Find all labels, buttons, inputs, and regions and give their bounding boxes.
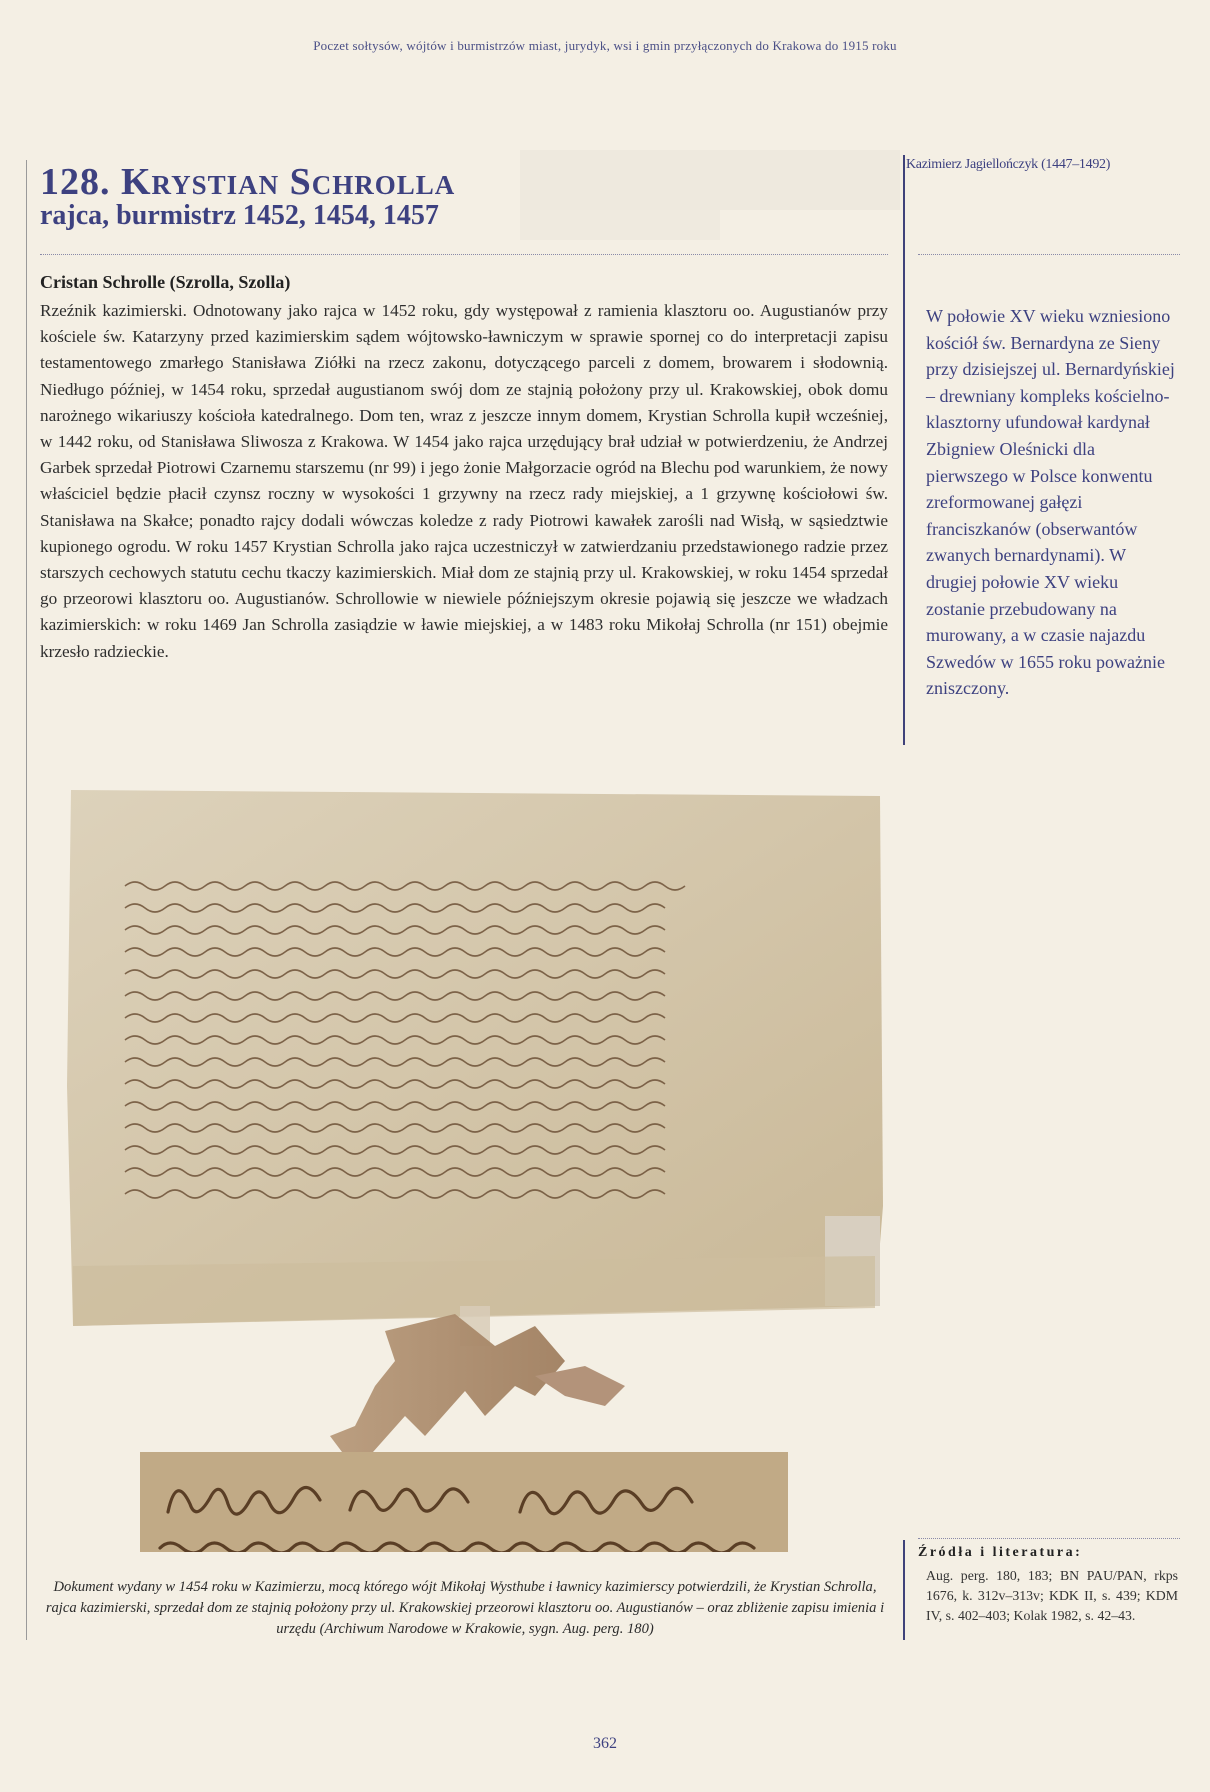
entry-subtitle: rajca, burmistrz 1452, 1454, 1457: [40, 200, 439, 231]
parchment-document-image: [65, 786, 885, 1486]
left-margin-rule: [26, 160, 27, 1640]
bleed-through: [520, 210, 720, 240]
sources-divider: [918, 1538, 1180, 1539]
bleed-through: [520, 150, 900, 210]
page-number: 362: [593, 1735, 617, 1752]
sources-text: Aug. perg. 180, 183; BN PAU/PAN, rkps 1676, k. 312v–313v; KDK II, s. 439; KDM IV, s. 402–403; Kolak 1982, s. 42–43.: [926, 1568, 1178, 1623]
biography-text: Rzeźnik kazimierski. Odnotowany jako rajca w 1452 roku, gdy występował z ramienia klasztoru oo. Augustianów przy kościele św. Katarzyny przed kazimierskim sądem wójtowsko-ławniczym w sprawie spornej co do interpretacji zapisu testamentowego zmarłego Stanisława Ziółki na rzecz zakonu, dotyczącego parceli z domem, browarem i słodownią. Niedługo później, w 1454 roku, sprzedał augustianom swój dom ze stajnią położony przy ul. Krakowskiej, obok domu narożnego wikariuszy kościoła katedralnego. Dom ten, wraz z jeszcze innym domem, Krystian Schrolla kupił wcześniej, w 1442 roku, od Stanisława Sliwosza z Krakowa. W 1454 jako rajca urzędujący brał udział w potwierdzeniu, że Andrzej Garbek sprzedał Piotrowi Czarnemu starszemu (nr 99) i jego żonie Małgorzacie ogród na Blechu pod warunkiem, że nowy właściciel będzie płacił czynsz roczny w wysokości 1 grzywny na rzecz rady miejskiej, a 1 grzywnę kościołowi św. Stanisława na Skałce; ponadto rajcy dodali wówczas koledze z rady Piotrowi kawałek zarośli nad Wisłą, w sąsiedztwie kupionego ogrodu. W roku 1457 Krystian Schrolla jako rajca uczestniczył w zatwierdzaniu przedstawionego radzie przez starszych cechowych statutu cechu tkaczy kazimierskich. Miał dom ze stajnią przy ul. Krakowskiej, w roku 1454 sprzedał go przeorowi klasztoru oo. Augustianów. Schrollowie w niewiele późniejszym okresie pojawią się jeszcze we władzach kazimierskich: w roku 1469 Jan Schrolla zasiądzie w ławie miejskiej, a w 1483 roku Mikołaj Schrolla (nr 151) obejmie krzesło radzieckie.: [40, 301, 888, 661]
sources-title: Źródła i literatura:: [918, 1545, 1083, 1560]
sidebar-rule-bottom: [903, 1540, 905, 1640]
name-closeup-image: [140, 1452, 788, 1552]
sidebar-note: W połowie XV wieku wzniesiono kościół św. Bernardyna ze Sieny przy dzisiejszej ul. Bernardyńskiej – drewniany kompleks kościelno-klasztorny ufundował kardynał Zbigniew Oleśnicki dla pierwszego w Polsce konwentu zreformowanej gałęzi franciszkanów (obserwantów zwanych bernardynami). W drugiej połowie XV wieku zostanie przebudowany na murowany, a w czasie najazdu Szwedów w 1655 roku poważnie zniszczony.: [926, 306, 1175, 699]
alternate-names: Cristan Schrolle (Szrolla, Szolla): [40, 272, 291, 292]
sidebar-rule-top: [903, 155, 905, 745]
figure-caption: Dokument wydany w 1454 roku w Kazimierzu, mocą którego wójt Mikołaj Wysthube i ławnicy kazimierscy potwierdzili, że Krystian Schrolla, rajca kazimierski, sprzedał dom ze stajnią położony przy ul. Krakowskiej przeorowi klasztoru oo. Augustianów – oraz zbliżenie zapisu imienia i urzędu (Archiwum Narodowe w Krakowie, sygn. Aug. perg. 180): [45, 1579, 885, 1637]
title-divider: [40, 254, 888, 255]
era-label: Kazimierz Jagiellończyk (1447–1492): [906, 157, 1111, 172]
entry-title: 128. Krystian Schrolla: [40, 161, 456, 203]
running-header: Poczet sołtysów, wójtów i burmistrzów miast, jurydyk, wsi i gmin przyłączonych do Krakowa do 1915 roku: [313, 38, 897, 53]
sidebar-divider: [918, 254, 1180, 255]
